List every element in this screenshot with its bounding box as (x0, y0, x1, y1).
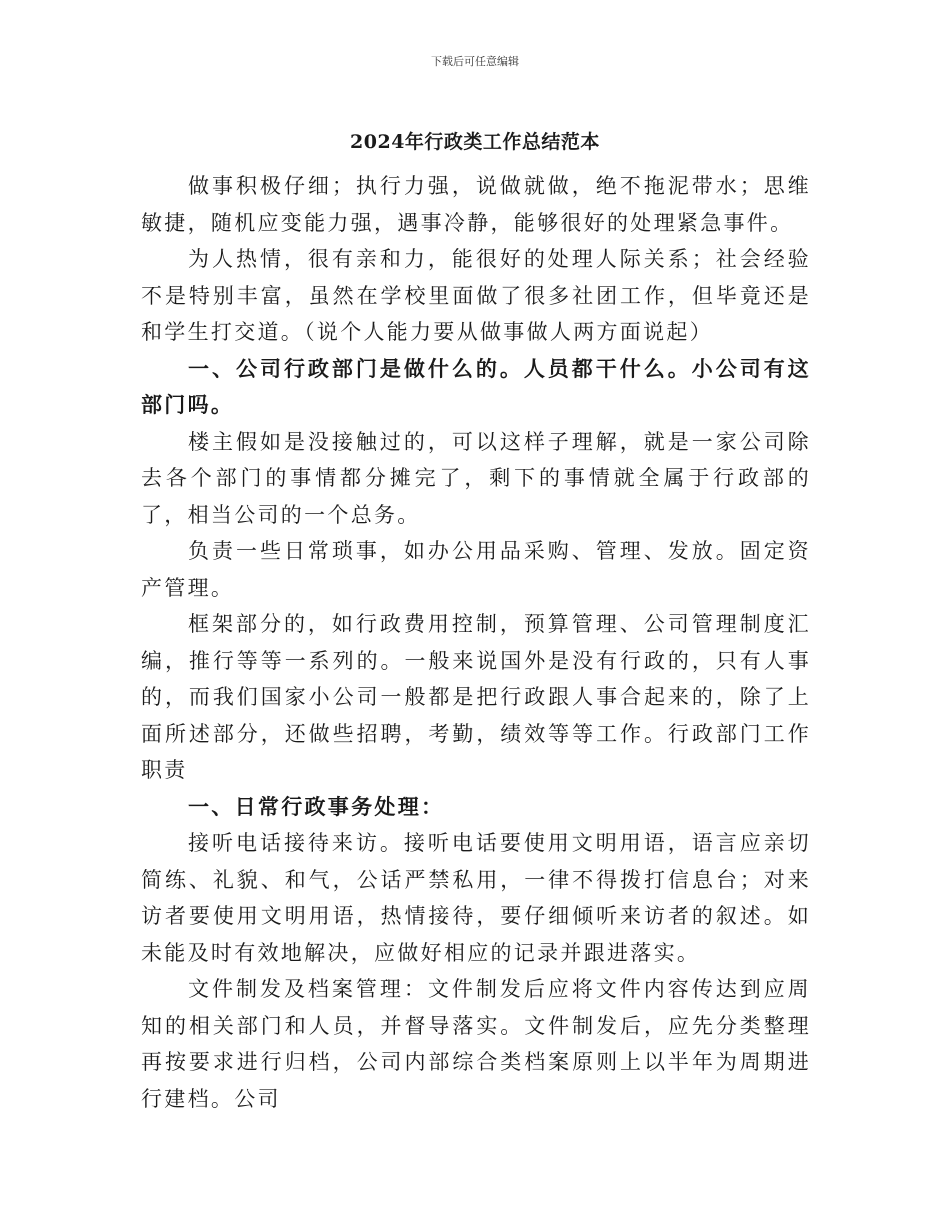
document-title: 2024年行政类工作总结范本 (350, 131, 600, 153)
paragraph: 框架部分的，如行政费用控制，预算管理、公司管理制度汇编，推行等等一系列的。一般来说国外是没有行政的，只有人事的，而我们国家小公司一般都是把行政跟人事合起来的，除了上面所述部分，还做些招聘，考勤，绩效等等工作。行政部门工作职责 (141, 612, 811, 782)
header-note: 下载后可任意编辑 (431, 55, 519, 68)
paragraph: 楼主假如是没接触过的，可以这样子理解，就是一家公司除去各个部门的事情都分摊完了，剩下的事情就全属于行政部的了，相当公司的一个总务。 (141, 429, 811, 527)
section-heading: 一、日常行政事务处理： (188, 793, 445, 819)
paragraph: 负责一些日常琐事，如办公用品采购、管理、发放。固定资产管理。 (141, 539, 811, 600)
document-body (141, 168, 811, 1117)
paragraph: 接听电话接待来访。接听电话要使用文明用语，语言应亲切简练、礼貌、和气，公话严禁私用，一律不得拨打信息台；对来访者要使用文明用语，热情接待，要仔细倾听来访者的叙述。如未能及时有效地解决，应做好相应的记录并跟进落实。 (141, 831, 811, 965)
paragraph: 为人热情，很有亲和力，能很好的处理人际关系；社会经验不是特别丰富，虽然在学校里面做了很多社团工作，但毕竟还是和学生打交道。（说个人能力要从做事做人两方面说起） (141, 247, 811, 344)
paragraph: 文件制发及档案管理：文件制发后应将文件内容传达到应周知的相关部门和人员，并督导落实。文件制发后，应先分类整理再按要求进行归档，公司内部综合类档案原则上以半年为周期进行建档。公司 (141, 977, 811, 1111)
paragraph: 做事积极仔细；执行力强，说做就做，绝不拖泥带水；思维敏捷，随机应变能力强，遇事冷静，能够很好的处理紧急事件。 (141, 174, 811, 235)
section-heading: 一、公司行政部门是做什么的。人员都干什么。小公司有这部门吗。 (141, 355, 811, 417)
